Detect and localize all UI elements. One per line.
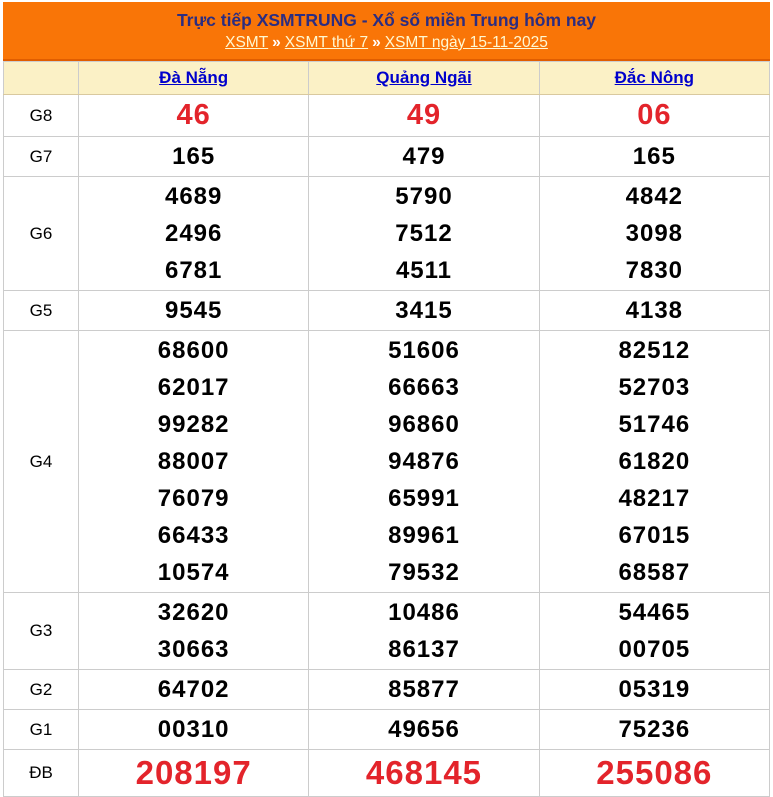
result-number: 76079: [157, 485, 230, 512]
prize-row-ĐB: [4, 750, 770, 797]
result-number: 68587: [618, 559, 691, 586]
result-cell: [539, 593, 769, 670]
prize-label: G3: [4, 593, 79, 670]
result-cell: [309, 710, 539, 750]
result-number: 4138: [625, 297, 684, 324]
result-number: 10574: [157, 559, 230, 586]
result-cell: [79, 593, 309, 670]
result-number: 6781: [164, 257, 223, 284]
result-cell: [539, 177, 769, 291]
prize-label: G7: [4, 137, 79, 177]
result-cell: [309, 95, 539, 137]
result-number: 32620: [157, 599, 230, 626]
result-number: 99282: [157, 411, 230, 438]
result-cell: [309, 750, 539, 797]
result-cell: [309, 670, 539, 710]
column-header-dac-nong: [539, 62, 769, 95]
result-number: 255086: [596, 754, 713, 791]
result-number: 67015: [618, 522, 691, 549]
prize-row-G5: [4, 291, 770, 331]
result-number: 49656: [388, 716, 460, 743]
result-number: 48217: [618, 485, 691, 512]
result-number: 86137: [388, 636, 460, 663]
prize-row-G8: [4, 95, 770, 137]
result-number: 62017: [157, 374, 230, 401]
result-number: 68600: [157, 337, 230, 364]
prize-label: G8: [4, 95, 79, 137]
breadcrumb-link-xsmt-thu-7[interactable]: XSMT thứ 7: [284, 34, 369, 51]
table-header-row: [4, 62, 770, 95]
result-number: 4689: [164, 183, 223, 210]
corner-cell: [4, 62, 79, 95]
result-number: 4842: [625, 183, 684, 210]
prize-row-G4: [4, 331, 770, 593]
result-number: 468145: [365, 754, 483, 791]
result-number: 66663: [388, 374, 460, 401]
result-cell: [79, 95, 309, 137]
result-number: 89961: [388, 522, 460, 549]
result-cell: [79, 177, 309, 291]
result-number: 64702: [157, 676, 230, 703]
result-number: 165: [632, 143, 676, 170]
result-number: 49: [406, 99, 442, 131]
result-cell: [309, 137, 539, 177]
lottery-results-table: [3, 61, 770, 797]
result-number: 75236: [618, 716, 691, 743]
result-number: 165: [172, 143, 216, 170]
result-number: 10486: [388, 599, 460, 626]
page-header: [3, 2, 770, 61]
prize-row-G3: [4, 593, 770, 670]
result-number: 7512: [395, 220, 453, 247]
prize-label: G1: [4, 710, 79, 750]
result-cell: [79, 750, 309, 797]
result-number: 94876: [388, 448, 460, 475]
result-cell: [539, 710, 769, 750]
prize-label: G6: [4, 177, 79, 291]
result-cell: [539, 670, 769, 710]
prize-label: G5: [4, 291, 79, 331]
result-number: 05319: [618, 676, 691, 703]
breadcrumb-link-xsmt[interactable]: XSMT: [225, 34, 269, 51]
result-number: 79532: [388, 559, 460, 586]
province-link-quang-ngai[interactable]: Quảng Ngãi: [376, 68, 472, 87]
breadcrumb-separator: »: [372, 34, 381, 51]
result-cell: [79, 710, 309, 750]
result-cell: [79, 137, 309, 177]
prize-row-G1: [4, 710, 770, 750]
result-cell: [539, 291, 769, 331]
result-number: 85877: [388, 676, 460, 703]
column-header-quang-ngai: [309, 62, 539, 95]
result-number: 4511: [395, 257, 453, 284]
result-number: 96860: [388, 411, 460, 438]
result-number: 5790: [395, 183, 453, 210]
result-number: 88007: [157, 448, 230, 475]
breadcrumb-separator: »: [272, 34, 281, 51]
result-number: 3098: [625, 220, 684, 247]
result-number: 51746: [618, 411, 691, 438]
result-number: 30663: [157, 636, 230, 663]
result-number: 65991: [388, 485, 460, 512]
prize-label: G2: [4, 670, 79, 710]
result-cell: [309, 291, 539, 331]
result-number: 7830: [625, 257, 684, 284]
result-number: 82512: [618, 337, 691, 364]
result-cell: [79, 331, 309, 593]
result-number: 9545: [164, 297, 223, 324]
result-number: 208197: [135, 754, 252, 791]
prize-row-G6: [4, 177, 770, 291]
result-cell: [79, 291, 309, 331]
province-link-da-nang[interactable]: Đà Nẵng: [159, 68, 229, 87]
result-number: 61820: [618, 448, 691, 475]
result-cell: [309, 177, 539, 291]
result-cell: [539, 95, 769, 137]
province-link-dac-nong[interactable]: Đắc Nông: [614, 68, 694, 87]
result-cell: [539, 750, 769, 797]
result-number: 00310: [157, 716, 230, 743]
result-cell: [539, 137, 769, 177]
result-number: 479: [402, 143, 446, 170]
result-cell: [79, 670, 309, 710]
result-number: 52703: [618, 374, 691, 401]
result-number: 06: [637, 99, 672, 131]
prize-row-G7: [4, 137, 770, 177]
result-number: 51606: [388, 337, 460, 364]
result-number: 46: [176, 99, 211, 131]
result-number: 54465: [618, 599, 691, 626]
breadcrumb-link-xsmt-ngay[interactable]: XSMT ngày 15-11-2025: [384, 34, 548, 51]
page-title: Trực tiếp XSMTRUNG - Xổ số miền Trung hôm nay: [176, 10, 597, 30]
prize-label: G4: [4, 331, 79, 593]
result-cell: [309, 593, 539, 670]
result-number: 3415: [395, 297, 453, 324]
prize-row-G2: [4, 670, 770, 710]
result-number: 00705: [618, 636, 691, 663]
breadcrumb: [3, 33, 770, 53]
column-header-da-nang: [79, 62, 309, 95]
prize-label: ĐB: [4, 750, 79, 797]
result-cell: [539, 331, 769, 593]
result-cell: [309, 331, 539, 593]
result-number: 66433: [157, 522, 230, 549]
result-number: 2496: [164, 220, 223, 247]
